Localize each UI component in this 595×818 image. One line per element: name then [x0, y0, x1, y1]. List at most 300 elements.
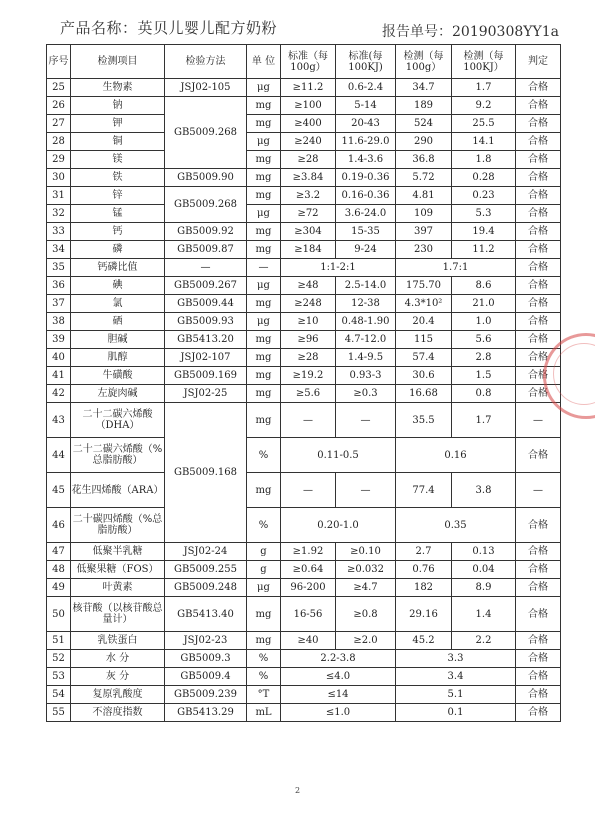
cell-unit: mg — [247, 151, 281, 169]
cell-std-100g: ≥240 — [281, 133, 336, 151]
cell-std-100g: ≥1.92 — [281, 543, 336, 561]
cell-no: 33 — [47, 223, 71, 241]
cell-std-100kj: 3.6-24.0 — [336, 205, 396, 223]
report-number: 报告单号：20190308YY1a — [382, 24, 559, 40]
cell-std-merged: 0.20-1.0 — [281, 508, 396, 543]
cell-unit: % — [247, 508, 281, 543]
table-row — [47, 632, 561, 650]
cell-det-100kj: 1.8 — [452, 151, 516, 169]
col-det-100kj: 检测（每100KJ） — [452, 45, 516, 79]
cell-item: 灰 分 — [71, 668, 165, 686]
cell-det-100g: 29.16 — [396, 597, 452, 632]
cell-verdict: 合格 — [516, 295, 561, 313]
cell-method: JSJ02-23 — [165, 632, 247, 650]
cell-no: 39 — [47, 331, 71, 349]
cell-method: GB5009.87 — [165, 241, 247, 259]
cell-verdict: 合格 — [516, 79, 561, 97]
cell-std-100g: ≥28 — [281, 349, 336, 367]
table-row — [47, 438, 561, 473]
cell-unit: mg — [247, 632, 281, 650]
table-row — [47, 187, 561, 205]
cell-std-100g: 96-200 — [281, 579, 336, 597]
cell-std-100g: — — [281, 403, 336, 438]
cell-det-100kj: 0.8 — [452, 385, 516, 403]
table-row — [47, 349, 561, 367]
product-name: 产品名称：英贝儿婴儿配方奶粉 — [60, 19, 278, 37]
cell-det-100g: 35.5 — [396, 403, 452, 438]
table-row — [47, 668, 561, 686]
cell-det-merged: 1.7:1 — [396, 259, 516, 277]
cell-method: GB5009.92 — [165, 223, 247, 241]
cell-std-100g: ≥96 — [281, 331, 336, 349]
cell-unit: g — [247, 561, 281, 579]
cell-det-100kj: 11.2 — [452, 241, 516, 259]
cell-item: 低聚半乳糖 — [71, 543, 165, 561]
cell-item: 肌醇 — [71, 349, 165, 367]
cell-std-100kj: 5-14 — [336, 97, 396, 115]
table-row — [47, 508, 561, 543]
cell-item: 乳铁蛋白 — [71, 632, 165, 650]
cell-unit: mL — [247, 704, 281, 722]
table-row — [47, 277, 561, 295]
cell-det-merged: 0.1 — [396, 704, 516, 722]
cell-std-100kj: ≥0.10 — [336, 543, 396, 561]
cell-std-100kj: 0.48-1.90 — [336, 313, 396, 331]
cell-item: 左旋肉碱 — [71, 385, 165, 403]
cell-item: 钙 — [71, 223, 165, 241]
cell-verdict: 合格 — [516, 650, 561, 668]
cell-no: 35 — [47, 259, 71, 277]
cell-std-100kj: — — [336, 473, 396, 508]
cell-unit: mg — [247, 385, 281, 403]
cell-item: 二十碳四烯酸（%总脂肪酸） — [71, 508, 165, 543]
col-det-100g: 检测（每100g） — [396, 45, 452, 79]
cell-det-100g: 109 — [396, 205, 452, 223]
col-std-100g: 标准（每100g） — [281, 45, 336, 79]
cell-std-100kj: 0.93-3 — [336, 367, 396, 385]
col-std-100kj: 标准(每100KJ) — [336, 45, 396, 79]
table-row — [47, 205, 561, 223]
cell-item: 氯 — [71, 295, 165, 313]
cell-item: 复原乳酸度 — [71, 686, 165, 704]
cell-det-100kj: 3.8 — [452, 473, 516, 508]
col-method: 检验方法 — [165, 45, 247, 79]
cell-det-100g: 45.2 — [396, 632, 452, 650]
cell-no: 55 — [47, 704, 71, 722]
cell-item: 钠 — [71, 97, 165, 115]
cell-std-100g: ≥5.6 — [281, 385, 336, 403]
cell-std-100g: ≥3.84 — [281, 169, 336, 187]
cell-no: 34 — [47, 241, 71, 259]
cell-item: 碘 — [71, 277, 165, 295]
cell-unit: mg — [247, 403, 281, 438]
cell-verdict: 合格 — [516, 277, 561, 295]
cell-det-100kj: 1.0 — [452, 313, 516, 331]
cell-method: — — [165, 259, 247, 277]
cell-std-merged: 0.11-0.5 — [281, 438, 396, 473]
cell-unit: mg — [247, 473, 281, 508]
cell-method: JSJ02-25 — [165, 385, 247, 403]
cell-no: 49 — [47, 579, 71, 597]
cell-std-100g: ≥19.2 — [281, 367, 336, 385]
cell-method: GB5413.29 — [165, 704, 247, 722]
cell-method: GB5009.44 — [165, 295, 247, 313]
report-header — [60, 17, 559, 41]
cell-item: 锌 — [71, 187, 165, 205]
cell-det-100g: 77.4 — [396, 473, 452, 508]
cell-verdict: 合格 — [516, 367, 561, 385]
col-seq: 序号 — [47, 45, 71, 79]
table-row — [47, 686, 561, 704]
table-row — [47, 704, 561, 722]
cell-item: 低聚果糖（FOS） — [71, 561, 165, 579]
cell-no: 53 — [47, 668, 71, 686]
cell-unit: mg — [247, 241, 281, 259]
cell-std-100kj: ≥0.032 — [336, 561, 396, 579]
cell-verdict: 合格 — [516, 561, 561, 579]
table-row — [47, 579, 561, 597]
cell-verdict: 合格 — [516, 543, 561, 561]
cell-std-merged: 2.2-3.8 — [281, 650, 396, 668]
page-number: 2 — [294, 786, 301, 795]
cell-verdict: 合格 — [516, 151, 561, 169]
cell-method: GB5009.267 — [165, 277, 247, 295]
cell-det-100g: 182 — [396, 579, 452, 597]
cell-det-100kj: 0.23 — [452, 187, 516, 205]
cell-std-100g: ≥10 — [281, 313, 336, 331]
cell-det-merged: 0.16 — [396, 438, 516, 473]
cell-verdict: 合格 — [516, 508, 561, 543]
cell-method: GB5009.93 — [165, 313, 247, 331]
cell-method: JSJ02-107 — [165, 349, 247, 367]
cell-det-100kj: 0.13 — [452, 543, 516, 561]
table-row — [47, 259, 561, 277]
cell-std-100kj: 1.4-3.6 — [336, 151, 396, 169]
cell-verdict: 合格 — [516, 349, 561, 367]
cell-det-100kj: 1.7 — [452, 403, 516, 438]
cell-verdict: 合格 — [516, 385, 561, 403]
cell-no: 25 — [47, 79, 71, 97]
cell-item: 生物素 — [71, 79, 165, 97]
cell-std-100g: ≥48 — [281, 277, 336, 295]
cell-unit: μg — [247, 277, 281, 295]
cell-verdict: 合格 — [516, 223, 561, 241]
cell-unit: mg — [247, 295, 281, 313]
cell-unit: μg — [247, 579, 281, 597]
cell-det-100g: 4.3*10² — [396, 295, 452, 313]
cell-std-100kj: 0.16-0.36 — [336, 187, 396, 205]
cell-unit: mg — [247, 169, 281, 187]
table-row — [47, 385, 561, 403]
cell-no: 50 — [47, 597, 71, 632]
col-item: 检测项目 — [71, 45, 165, 79]
cell-no: 47 — [47, 543, 71, 561]
cell-verdict: 合格 — [516, 579, 561, 597]
cell-no: 42 — [47, 385, 71, 403]
col-verdict: 判定 — [516, 45, 561, 79]
cell-std-100kj: 20-43 — [336, 115, 396, 133]
cell-std-merged: 1:1-2:1 — [281, 259, 396, 277]
cell-item: 镁 — [71, 151, 165, 169]
cell-std-merged: ≤14 — [281, 686, 396, 704]
table-row — [47, 223, 561, 241]
cell-unit: mg — [247, 331, 281, 349]
cell-no: 46 — [47, 508, 71, 543]
cell-item: 花生四烯酸（ARA） — [71, 473, 165, 508]
cell-std-merged: ≤1.0 — [281, 704, 396, 722]
cell-no: 32 — [47, 205, 71, 223]
cell-method: GB5009.90 — [165, 169, 247, 187]
cell-det-100g: 36.8 — [396, 151, 452, 169]
cell-det-100kj: 14.1 — [452, 133, 516, 151]
cell-det-100g: 5.72 — [396, 169, 452, 187]
cell-verdict: 合格 — [516, 169, 561, 187]
cell-det-merged: 3.4 — [396, 668, 516, 686]
cell-no: 28 — [47, 133, 71, 151]
cell-std-100g: ≥3.2 — [281, 187, 336, 205]
cell-unit: % — [247, 668, 281, 686]
cell-item: 核苷酸（以核苷酸总量计） — [71, 597, 165, 632]
col-unit: 单 位 — [247, 45, 281, 79]
cell-verdict: 合格 — [516, 115, 561, 133]
table-row — [47, 331, 561, 349]
cell-method: JSJ02-105 — [165, 79, 247, 97]
cell-method: JSJ02-24 — [165, 543, 247, 561]
cell-det-100kj: 21.0 — [452, 295, 516, 313]
table-row — [47, 79, 561, 97]
cell-method: GB5009.248 — [165, 579, 247, 597]
cell-unit: mg — [247, 187, 281, 205]
cell-unit: μg — [247, 313, 281, 331]
cell-unit: μg — [247, 79, 281, 97]
cell-verdict: 合格 — [516, 668, 561, 686]
cell-det-100g: 4.81 — [396, 187, 452, 205]
cell-std-100g: — — [281, 473, 336, 508]
cell-verdict: — — [516, 403, 561, 438]
cell-item: 钾 — [71, 115, 165, 133]
cell-std-100kj: ≥0.3 — [336, 385, 396, 403]
cell-verdict: 合格 — [516, 205, 561, 223]
cell-det-100g: 34.7 — [396, 79, 452, 97]
cell-item: 钙磷比值 — [71, 259, 165, 277]
table-row — [47, 151, 561, 169]
cell-no: 38 — [47, 313, 71, 331]
table-row — [47, 650, 561, 668]
cell-det-100g: 524 — [396, 115, 452, 133]
cell-no: 40 — [47, 349, 71, 367]
cell-no: 41 — [47, 367, 71, 385]
cell-item: 锰 — [71, 205, 165, 223]
cell-method: GB5413.20 — [165, 331, 247, 349]
cell-verdict: 合格 — [516, 632, 561, 650]
cell-det-100kj: 5.3 — [452, 205, 516, 223]
table-row — [47, 367, 561, 385]
cell-det-100g: 115 — [396, 331, 452, 349]
cell-verdict: 合格 — [516, 259, 561, 277]
cell-det-100g: 290 — [396, 133, 452, 151]
cell-no: 54 — [47, 686, 71, 704]
table-row — [47, 313, 561, 331]
cell-method: GB5009.255 — [165, 561, 247, 579]
cell-no: 51 — [47, 632, 71, 650]
cell-item: 叶黄素 — [71, 579, 165, 597]
cell-std-merged: ≤4.0 — [281, 668, 396, 686]
cell-std-100kj: ≥4.7 — [336, 579, 396, 597]
cell-method: GB5009.169 — [165, 367, 247, 385]
cell-std-100g: ≥184 — [281, 241, 336, 259]
cell-verdict: 合格 — [516, 686, 561, 704]
cell-det-100g: 175.70 — [396, 277, 452, 295]
cell-unit: % — [247, 438, 281, 473]
cell-std-100kj: 0.6-2.4 — [336, 79, 396, 97]
cell-det-100kj: 8.6 — [452, 277, 516, 295]
cell-det-100kj: 0.04 — [452, 561, 516, 579]
cell-verdict: 合格 — [516, 704, 561, 722]
cell-det-100kj: 2.8 — [452, 349, 516, 367]
cell-no: 48 — [47, 561, 71, 579]
cell-det-merged: 5.1 — [396, 686, 516, 704]
cell-det-100kj: 25.5 — [452, 115, 516, 133]
table-row — [47, 295, 561, 313]
cell-item: 二十二碳六烯酸（%总脂肪酸） — [71, 438, 165, 473]
cell-no: 37 — [47, 295, 71, 313]
cell-item: 水 分 — [71, 650, 165, 668]
cell-method: GB5413.40 — [165, 597, 247, 632]
cell-det-100g: 230 — [396, 241, 452, 259]
cell-std-100g: ≥400 — [281, 115, 336, 133]
cell-std-100kj: 12-38 — [336, 295, 396, 313]
cell-det-100kj: 0.28 — [452, 169, 516, 187]
cell-unit: μg — [247, 205, 281, 223]
seal-inner-ring — [553, 343, 595, 405]
cell-det-100kj: 5.6 — [452, 331, 516, 349]
cell-det-100g: 189 — [396, 97, 452, 115]
cell-verdict: 合格 — [516, 97, 561, 115]
cell-unit: μg — [247, 133, 281, 151]
cell-det-100kj: 1.4 — [452, 597, 516, 632]
cell-unit: mg — [247, 97, 281, 115]
cell-std-100kj: 4.7-12.0 — [336, 331, 396, 349]
cell-method: GB5009.268 — [165, 97, 247, 169]
cell-no: 30 — [47, 169, 71, 187]
cell-item: 铁 — [71, 169, 165, 187]
cell-verdict: 合格 — [516, 241, 561, 259]
cell-no: 31 — [47, 187, 71, 205]
cell-verdict: 合格 — [516, 438, 561, 473]
cell-det-100kj: 1.5 — [452, 367, 516, 385]
cell-det-100g: 16.68 — [396, 385, 452, 403]
cell-unit: mg — [247, 349, 281, 367]
cell-verdict: 合格 — [516, 597, 561, 632]
cell-std-100kj: 2.5-14.0 — [336, 277, 396, 295]
cell-unit: mg — [247, 115, 281, 133]
cell-no: 45 — [47, 473, 71, 508]
cell-det-merged: 3.3 — [396, 650, 516, 668]
cell-det-100g: 2.7 — [396, 543, 452, 561]
cell-std-100g: ≥40 — [281, 632, 336, 650]
table-row — [47, 241, 561, 259]
cell-std-100g: ≥72 — [281, 205, 336, 223]
cell-no: 52 — [47, 650, 71, 668]
cell-item: 胆碱 — [71, 331, 165, 349]
cell-std-100g: ≥304 — [281, 223, 336, 241]
cell-std-100g: ≥248 — [281, 295, 336, 313]
cell-det-100g: 57.4 — [396, 349, 452, 367]
cell-std-100g: ≥0.64 — [281, 561, 336, 579]
cell-det-100kj: 1.7 — [452, 79, 516, 97]
cell-method: GB5009.3 — [165, 650, 247, 668]
cell-det-100g: 0.76 — [396, 561, 452, 579]
cell-unit: mg — [247, 367, 281, 385]
cell-unit: mg — [247, 597, 281, 632]
table-row — [47, 543, 561, 561]
table-row — [47, 133, 561, 151]
cell-det-merged: 0.35 — [396, 508, 516, 543]
cell-unit: % — [247, 650, 281, 668]
cell-verdict: 合格 — [516, 187, 561, 205]
cell-verdict: — — [516, 473, 561, 508]
cell-det-100g: 20.4 — [396, 313, 452, 331]
cell-det-100kj: 8.9 — [452, 579, 516, 597]
cell-item: 硒 — [71, 313, 165, 331]
table-row — [47, 97, 561, 115]
cell-std-100g: ≥11.2 — [281, 79, 336, 97]
cell-no: 27 — [47, 115, 71, 133]
cell-item: 不溶度指数 — [71, 704, 165, 722]
cell-item: 磷 — [71, 241, 165, 259]
test-results-table — [46, 44, 561, 722]
table-row — [47, 115, 561, 133]
cell-std-100g: 16-56 — [281, 597, 336, 632]
cell-std-100kj: 9-24 — [336, 241, 396, 259]
cell-method: GB5009.268 — [165, 187, 247, 223]
cell-method: GB5009.4 — [165, 668, 247, 686]
cell-method: GB5009.168 — [165, 403, 247, 543]
cell-det-100kj: 19.4 — [452, 223, 516, 241]
table-row — [47, 473, 561, 508]
cell-method: GB5009.239 — [165, 686, 247, 704]
table-row — [47, 403, 561, 438]
cell-det-100kj: 2.2 — [452, 632, 516, 650]
cell-item: 二十二碳六烯酸（DHA） — [71, 403, 165, 438]
cell-std-100kj: 1.4-9.5 — [336, 349, 396, 367]
cell-std-100kj: 15-35 — [336, 223, 396, 241]
cell-item: 铜 — [71, 133, 165, 151]
cell-verdict: 合格 — [516, 133, 561, 151]
cell-verdict: 合格 — [516, 313, 561, 331]
cell-std-100kj: 11.6-29.0 — [336, 133, 396, 151]
cell-no: 26 — [47, 97, 71, 115]
cell-verdict: 合格 — [516, 331, 561, 349]
cell-det-100g: 30.6 — [396, 367, 452, 385]
cell-no: 29 — [47, 151, 71, 169]
cell-no: 36 — [47, 277, 71, 295]
cell-det-100g: 397 — [396, 223, 452, 241]
cell-no: 43 — [47, 403, 71, 438]
cell-std-100kj: — — [336, 403, 396, 438]
cell-std-100kj: ≥2.0 — [336, 632, 396, 650]
cell-no: 44 — [47, 438, 71, 473]
cell-det-100kj: 9.2 — [452, 97, 516, 115]
cell-unit: mg — [247, 223, 281, 241]
cell-std-100g: ≥100 — [281, 97, 336, 115]
cell-std-100g: ≥28 — [281, 151, 336, 169]
table-row — [47, 561, 561, 579]
cell-unit: — — [247, 259, 281, 277]
cell-std-100kj: 0.19-0.36 — [336, 169, 396, 187]
table-row — [47, 169, 561, 187]
cell-item: 牛磺酸 — [71, 367, 165, 385]
